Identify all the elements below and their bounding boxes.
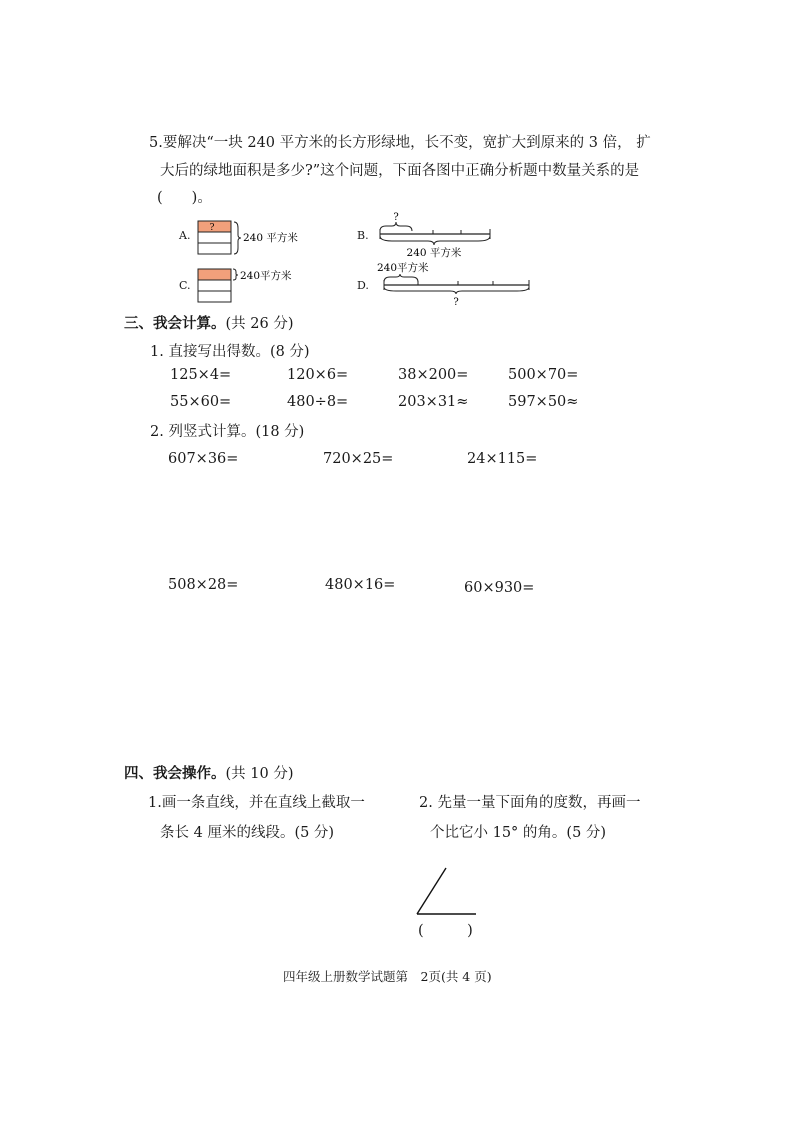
option-b-top-brace: [380, 222, 412, 231]
q5-line2: 大后的绿地面积是多少?”这个问题，下面各图中正确分析题中数量关系的是: [160, 163, 640, 179]
section4-score: (共 10 分): [225, 766, 294, 782]
section3-score: (共 26 分): [225, 316, 294, 332]
mental-calc-item: 500×70=: [508, 367, 579, 383]
option-d-top-brace: [384, 274, 418, 282]
option-b-label: 240 平方米: [406, 247, 462, 259]
option-d-question-mark: ?: [453, 297, 459, 308]
section3-heading: [124, 312, 293, 333]
option-b-diagram: [372, 210, 497, 260]
option-a-shaded-cell: [198, 221, 231, 232]
option-c-brace: [233, 269, 238, 280]
q5-line3: ( )。: [157, 190, 212, 206]
mental-calc-item: 480÷8=: [287, 394, 349, 410]
option-c-letter: C.: [179, 279, 191, 292]
option-b-letter: B.: [357, 229, 369, 242]
option-d-label: 240平方米: [377, 262, 429, 274]
option-a-question-mark: ?: [209, 223, 215, 233]
option-b-question-mark: ?: [393, 212, 399, 223]
vertical-calc-item: 607×36=: [168, 451, 239, 467]
section4-q1-line2: 条长 4 厘米的线段。(5 分): [160, 825, 335, 841]
angle-ray-upper: [417, 868, 446, 914]
option-a-diagram: [195, 218, 315, 258]
mental-calc-item: 120×6=: [287, 367, 349, 383]
option-d-letter: D.: [357, 279, 369, 292]
angle-answer-blank[interactable]: ( ): [418, 923, 473, 939]
option-a-brace: [234, 222, 241, 254]
section4-q2-line1: 2. 先量一量下面角的度数，再画一: [419, 795, 641, 811]
section4-heading: [124, 762, 293, 783]
page-footer: 四年级上册数学试题第 2页(共 4 页): [283, 969, 492, 984]
vertical-calc-item: 720×25=: [323, 451, 394, 467]
mental-calc-item: 203×31≈: [398, 394, 469, 410]
vertical-calc-item: 60×930=: [464, 580, 535, 596]
mental-calc-item: 55×60=: [170, 394, 232, 410]
section4-q1-line1: 1.画一条直线，并在直线上截取一: [148, 795, 365, 811]
vertical-calc-item: 24×115=: [467, 451, 538, 467]
angle-figure: [412, 864, 482, 919]
mental-calc-item: 38×200=: [398, 367, 469, 383]
section4-title: 四、我会操作。: [124, 765, 226, 782]
vertical-calc-item: 508×28=: [168, 577, 239, 593]
option-c-shaded-cell: [198, 269, 231, 280]
section3-q2-label: 2. 列竖式计算。(18 分): [150, 424, 305, 440]
option-a-letter: A.: [179, 229, 191, 242]
mental-calc-item: 125×4=: [170, 367, 232, 383]
option-a-label: 240 平方米: [243, 232, 298, 244]
section3-title: 三、我会计算。: [124, 315, 226, 332]
option-b-bottom-brace: [380, 236, 490, 245]
section4-q2-line2: 个比它小 15° 的角。(5 分): [430, 825, 607, 841]
option-c-label: 240平方米: [240, 270, 292, 282]
option-d-diagram: [372, 258, 537, 308]
option-c-diagram: [195, 266, 315, 306]
section3-q1-label: 1. 直接写出得数。(8 分): [150, 344, 310, 360]
vertical-calc-item: 480×16=: [325, 577, 396, 593]
q5-line1: 5.要解决“一块 240 平方米的长方形绿地，长不变，宽扩大到原来的 3 倍， 扩: [149, 135, 651, 151]
option-d-bottom-brace: [384, 287, 529, 294]
mental-calc-item: 597×50≈: [508, 394, 579, 410]
